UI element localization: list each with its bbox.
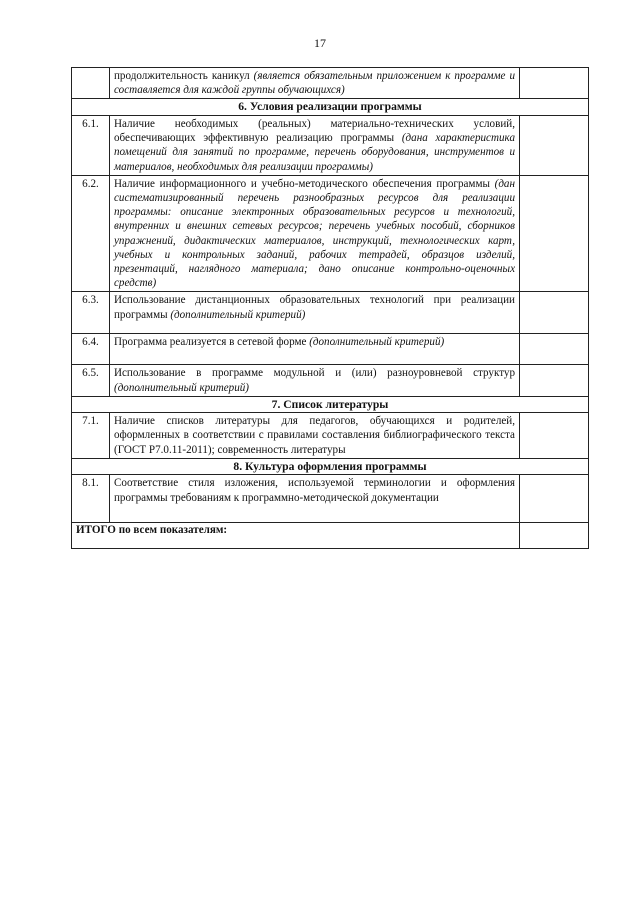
criterion-text bbox=[110, 115, 520, 175]
total-label: ИТОГО по всем показателям: bbox=[72, 523, 520, 549]
table-row bbox=[72, 115, 589, 175]
total-row bbox=[72, 523, 589, 549]
table-row bbox=[72, 413, 589, 459]
criterion-text bbox=[110, 413, 520, 459]
table-row bbox=[72, 334, 589, 365]
table-row bbox=[72, 365, 589, 396]
criterion-main-text: Использование дистанционных образовательных технологий при реализации программы bbox=[114, 294, 515, 321]
row-number: 6.4. bbox=[72, 334, 110, 365]
table-row bbox=[72, 292, 589, 334]
table-row bbox=[72, 68, 589, 99]
criterion-text bbox=[110, 365, 520, 396]
criterion-text bbox=[110, 475, 520, 523]
score-cell[interactable] bbox=[520, 334, 589, 365]
row-number: 6.1. bbox=[72, 115, 110, 175]
criterion-text bbox=[110, 175, 520, 292]
score-cell[interactable] bbox=[520, 475, 589, 523]
row-number: 6.5. bbox=[72, 365, 110, 396]
total-score-cell[interactable] bbox=[520, 523, 589, 549]
section-title-7: 7. Список литературы bbox=[72, 396, 589, 413]
criterion-main-text: Программа реализуется в сетевой форме bbox=[114, 336, 307, 349]
row-number bbox=[72, 68, 110, 99]
criterion-text bbox=[110, 292, 520, 334]
section-row bbox=[72, 458, 589, 475]
score-cell[interactable] bbox=[520, 365, 589, 396]
criterion-note: (дан систематизированный перечень разнообразных ресурсов для реализации программы: описание электронных образовательных ресурсов и технологий, внутренних и внешних сетевых ресурсов; перечень учебных пособий, сборников упражнений, дидактических материалов, инструкций, технологических карт, учебных и контрольных заданий, рабочих тетрадей, образцов изделий, презентаций, наглядного материала; дано описание контрольно-оценочных средств) bbox=[114, 177, 515, 290]
criterion-main-text: Наличие необходимых (реальных) материально-технических условий, обеспечивающих эффективную реализацию программы bbox=[114, 117, 515, 145]
section-row bbox=[72, 99, 589, 116]
criterion-main-text: Наличие списков литературы для педагогов, обучающихся и родителей, оформленных в соответствии с правилами составления библиографического текста (ГОСТ Р7.0.11-2011); современность литературы bbox=[114, 415, 515, 456]
criterion-main-text: Наличие информационного и учебно-методического обеспечения программы bbox=[114, 177, 490, 190]
criterion-main-text: Соответствие стиля изложения, используемой терминологии и оформления программы требованиям к программно-методической документации bbox=[114, 477, 515, 504]
section-title-6: 6. Условия реализации программы bbox=[72, 99, 589, 116]
table-row bbox=[72, 175, 589, 292]
criterion-main-text: Использование в программе модульной и (или) разноуровневой структур bbox=[114, 367, 515, 380]
score-cell[interactable] bbox=[520, 115, 589, 175]
criterion-note: (дополнительный критерий) bbox=[170, 308, 306, 321]
table-row bbox=[72, 475, 589, 523]
score-cell[interactable] bbox=[520, 292, 589, 334]
row-number: 6.2. bbox=[72, 175, 110, 292]
section-row bbox=[72, 396, 589, 413]
row-number: 6.3. bbox=[72, 292, 110, 334]
criterion-text bbox=[110, 68, 520, 99]
criterion-note: (дана характеристика помещений для занятий по программе, перечень оборудования, инструментов и материалов, необходимых для реализации программы) bbox=[114, 132, 515, 173]
criterion-note: (дополнительный критерий) bbox=[309, 336, 445, 349]
row-number: 8.1. bbox=[72, 475, 110, 523]
criterion-main-text: продолжительность каникул bbox=[114, 70, 250, 82]
criterion-text bbox=[110, 334, 520, 365]
score-cell[interactable] bbox=[520, 175, 589, 292]
score-cell[interactable] bbox=[520, 68, 589, 99]
criterion-note: (является обязательным приложением к программе и составляется для каждой группы обучающихся) bbox=[114, 70, 515, 97]
page-number: 17 bbox=[314, 36, 326, 50]
score-cell[interactable] bbox=[520, 413, 589, 459]
section-title-8: 8. Культура оформления программы bbox=[72, 458, 589, 475]
row-number: 7.1. bbox=[72, 413, 110, 459]
criterion-note: (дополнительный критерий) bbox=[114, 381, 249, 394]
criteria-table bbox=[71, 67, 589, 549]
